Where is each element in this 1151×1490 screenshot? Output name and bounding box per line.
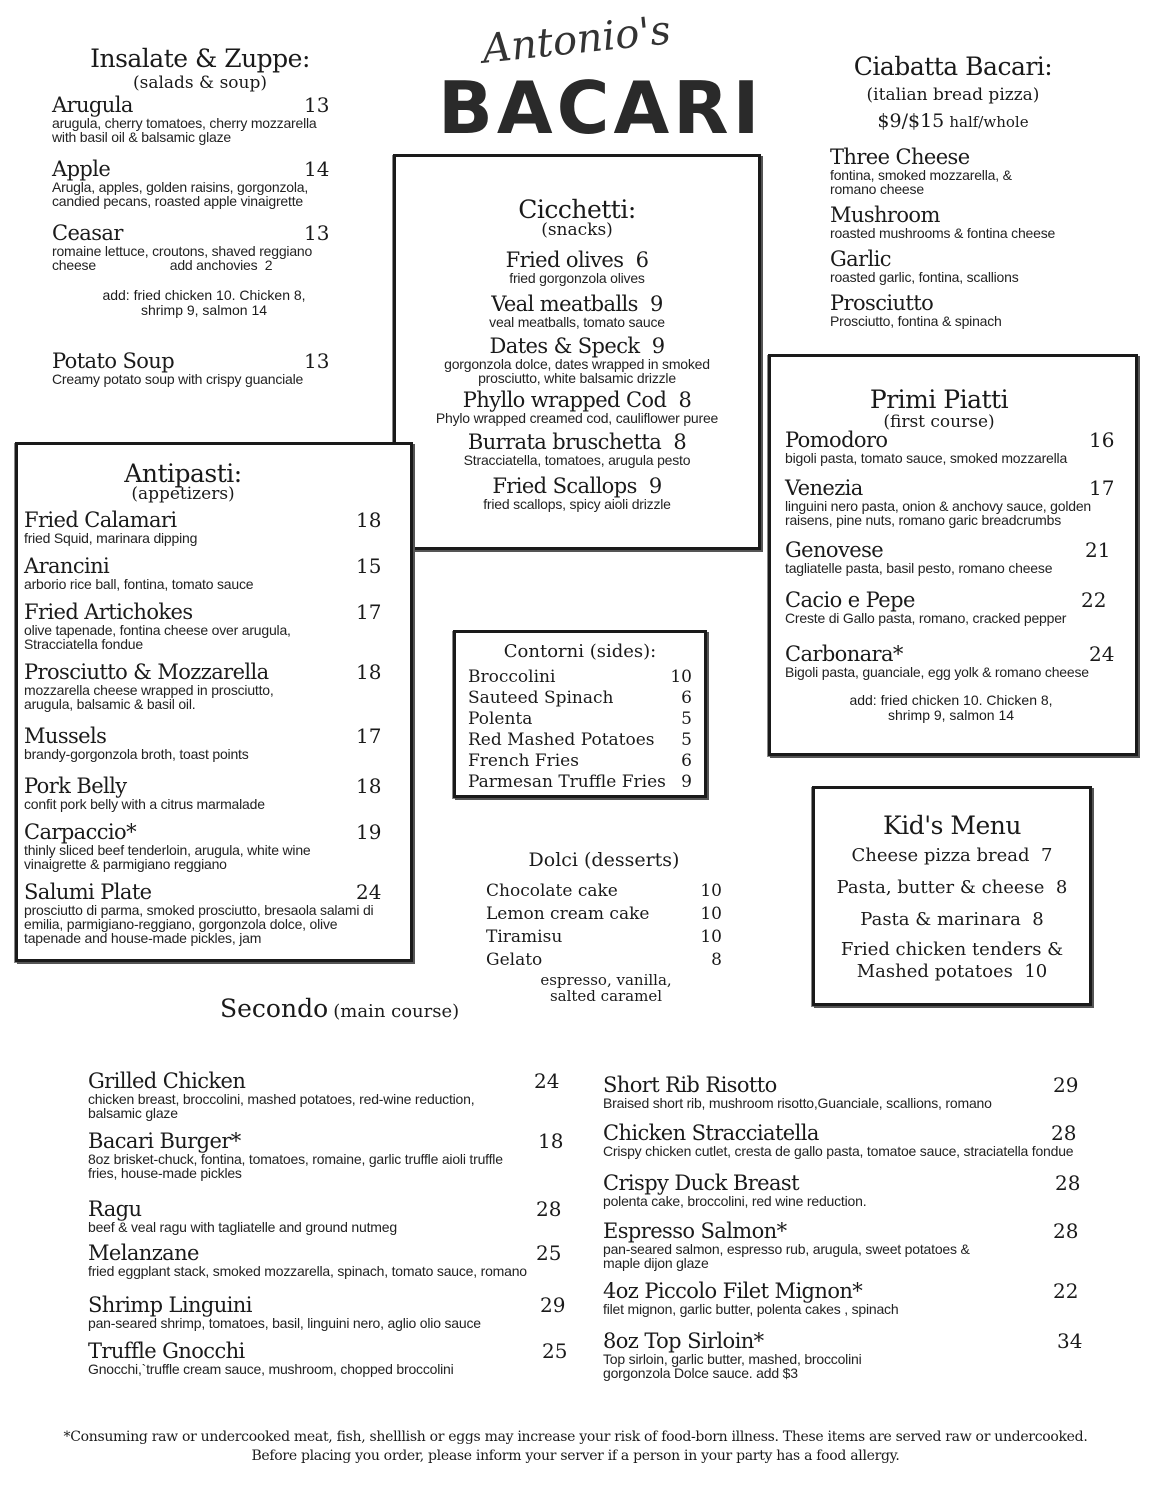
- soup-item: [52, 350, 342, 386]
- item-name: Prosciutto & Mozzarella: [24, 660, 269, 684]
- item-price: 25: [542, 1339, 568, 1363]
- item-name-text: Fried Scallops: [492, 474, 637, 498]
- item-name-text: Dates & Speck: [489, 334, 640, 358]
- item-name: Lemon cream cake: [486, 904, 650, 924]
- menu-item: [603, 1074, 1093, 1110]
- item-price: 28: [1055, 1171, 1081, 1195]
- item-price: 18: [356, 774, 382, 798]
- menu-item: [24, 775, 394, 811]
- menu-item: [24, 881, 394, 945]
- item-name: Fried Calamari: [24, 508, 177, 532]
- logo-script: Antonio's: [480, 7, 673, 73]
- item-name: Tiramisu: [486, 927, 563, 947]
- dolci-section: [484, 848, 724, 1008]
- insalate-add-on: add: fried chicken 10. Chicken 8, shrimp 9, salmon 14: [102, 287, 306, 318]
- menu-item: [24, 555, 394, 591]
- item-desc: fried gorgonzola olives: [509, 270, 645, 286]
- item-desc: filet mignon, garlic butter, polenta cakes , spinach: [603, 1301, 899, 1317]
- item-desc: roasted garlic, fontina, scallions: [830, 269, 1019, 285]
- insalate-subtitle: (salads & soup): [132, 73, 268, 93]
- item-name: Sauteed Spinach: [468, 688, 614, 708]
- item-price: 28: [536, 1197, 562, 1221]
- item-price: 24: [1089, 642, 1115, 666]
- item-price: 13: [304, 93, 330, 117]
- kids-item: [815, 909, 1089, 930]
- ciabatta-price: [828, 110, 1078, 132]
- kids-box: [812, 786, 1092, 1006]
- menu-item: [603, 1172, 1093, 1208]
- menu-item: [88, 1130, 568, 1180]
- item-price: 8: [1032, 909, 1044, 930]
- primi-title: Primi Piatti: [869, 385, 1009, 414]
- item-name: Broccolini: [468, 667, 556, 687]
- item-price: 6: [681, 688, 692, 708]
- item-desc: Gnocchi,`truffle cream sauce, mushroom, chopped broccolini: [88, 1361, 454, 1377]
- item-price: 13: [304, 221, 330, 245]
- item-name: Cheese pizza bread: [851, 845, 1030, 866]
- menu-item: [52, 158, 342, 208]
- item-price: 17: [356, 600, 382, 624]
- item-name: [416, 249, 738, 271]
- contorni-list: [468, 667, 692, 793]
- list-item: [486, 926, 722, 949]
- item-desc: tagliatelle pasta, basil pesto, romano cheese: [785, 560, 1053, 576]
- item-name: Bacari Burger*: [88, 1129, 241, 1153]
- item-name: Grilled Chicken: [88, 1069, 246, 1093]
- item-name: Fried Artichokes: [24, 600, 193, 624]
- item-price: 22: [1081, 588, 1107, 612]
- item-name: Fried chicken tenders & Mashed potatoes: [840, 939, 1064, 982]
- item-price: 10: [700, 927, 722, 947]
- item-price: 28: [1053, 1219, 1079, 1243]
- list-item: [486, 880, 722, 903]
- menu-item: [52, 222, 342, 272]
- item-name: French Fries: [468, 751, 579, 771]
- ciabatta-subtitle: (italian bread pizza): [866, 85, 1040, 105]
- menu-item: [785, 477, 1125, 527]
- item-name: Garlic: [830, 247, 891, 271]
- item-price: 6: [635, 248, 649, 272]
- logo: [436, 7, 764, 150]
- item-name: [416, 293, 738, 315]
- item-price: 14: [304, 157, 330, 181]
- item-desc: gorgonzola dolce, dates wrapped in smoked prosciutto, white balsamic drizzle: [444, 356, 710, 386]
- item-name: [416, 335, 738, 357]
- item-price: 29: [1053, 1073, 1079, 1097]
- item-desc: bigoli pasta, tomato sauce, smoked mozzarella: [785, 450, 1068, 466]
- item-price: 10: [1024, 961, 1048, 982]
- item-name: Truffle Gnocchi: [88, 1339, 245, 1363]
- list-item: [468, 730, 692, 751]
- menu-item: [416, 431, 738, 467]
- disclaimer-line-1: *Consuming raw or undercooked meat, fish, shelllish or eggs may increase your risk of food-born illness. These items are served raw or undercooked.: [63, 1429, 1088, 1445]
- item-price: 17: [1089, 476, 1115, 500]
- item-price: 9: [648, 474, 662, 498]
- menu-item: [416, 335, 738, 385]
- menu-item: [88, 1294, 568, 1330]
- item-desc: Bigoli pasta, guanciale, egg yolk & romano cheese: [785, 664, 1089, 680]
- list-item: [468, 688, 692, 709]
- item-desc: prosciutto di parma, smoked prosciutto, bresaola salami di emilia, parmigiano-reggiano, gorgonzola dolce, olive tapenade and house-made pickles, jam: [24, 902, 374, 946]
- item-name: 8oz Top Sirloin*: [603, 1329, 764, 1353]
- item-price: 19: [356, 820, 382, 844]
- item-desc: thinly sliced beef tenderloin, arugula, white wine vinaigrette & parmigiano reggiano: [24, 842, 311, 872]
- antipasti-box: [15, 442, 413, 962]
- primi-box: [768, 354, 1138, 756]
- ciabatta-section: [828, 52, 1088, 332]
- item-price: 24: [356, 880, 382, 904]
- item-price: 17: [356, 724, 382, 748]
- contorni-box: [453, 630, 707, 798]
- kids-item: [815, 877, 1089, 898]
- gelato-note: espresso, vanilla, salted caramel: [540, 971, 672, 1005]
- kids-item: [815, 845, 1089, 866]
- secondo-subtitle: (main course): [333, 1001, 460, 1022]
- item-price: 5: [681, 709, 692, 729]
- item-desc: Phylo wrapped creamed cod, cauliflower puree: [435, 410, 719, 426]
- item-desc: mozzarella cheese wrapped in prosciutto, arugula, balsamic & basil oil.: [24, 682, 274, 712]
- insalate-title: Insalate & Zuppe:: [90, 44, 310, 73]
- secondo-left: [88, 1070, 578, 1390]
- antipasti-title: Antipasti:: [124, 459, 242, 488]
- menu-item: [830, 248, 1080, 284]
- menu-item: [830, 292, 1080, 328]
- primi-subtitle: (first course): [883, 412, 995, 432]
- item-name: Carpaccio*: [24, 820, 136, 844]
- item-name: Arugula: [52, 93, 133, 117]
- item-desc: confit pork belly with a citrus marmalade: [24, 796, 265, 812]
- item-desc: pan-seared shrimp, tomatoes, basil, linguini nero, aglio olio sauce: [88, 1315, 481, 1331]
- item-price: 16: [1089, 428, 1115, 452]
- item-name: Shrimp Linguini: [88, 1293, 252, 1317]
- item-desc: Top sirloin, garlic butter, mashed, broccolini gorgonzola Dolce sauce. add $3: [603, 1351, 862, 1381]
- ciabatta-price-note: half/whole: [949, 113, 1029, 131]
- item-name: [416, 431, 738, 453]
- menu-item: [603, 1220, 1093, 1270]
- item-desc: veal meatballs, tomato sauce: [489, 314, 665, 330]
- item-desc: Arugla, apples, golden raisins, gorgonzola, candied pecans, roasted apple vinaigrette: [52, 179, 309, 209]
- item-desc: fried eggplant stack, smoked mozzarella, spinach, tomato sauce, romano: [88, 1263, 527, 1279]
- item-price: 5: [681, 730, 692, 750]
- item-name-text: Burrata bruschetta: [467, 430, 662, 454]
- item-name: Apple: [52, 157, 111, 181]
- item-name: Pomodoro: [785, 428, 888, 452]
- item-desc: Stracciatella, tomatoes, arugula pesto: [463, 452, 691, 468]
- item-name: Mushroom: [830, 203, 940, 227]
- dolci-list: [486, 880, 722, 972]
- list-item: [486, 949, 722, 972]
- item-name: Gelato: [486, 950, 543, 970]
- item-name: Pasta, butter & cheese: [836, 877, 1045, 898]
- menu-item: [603, 1122, 1103, 1158]
- secondo-right: [603, 1074, 1103, 1394]
- item-name: Prosciutto: [830, 291, 934, 315]
- item-price: 7: [1041, 845, 1053, 866]
- item-name: [416, 475, 738, 497]
- menu-item: [24, 821, 394, 871]
- menu-item: [785, 539, 1121, 575]
- item-name: Pasta & marinara: [860, 909, 1021, 930]
- item-desc: linguini nero pasta, onion & anchovy sauce, golden raisens, pine nuts, romano garic breadcrumbs: [785, 498, 1091, 528]
- item-name: Red Mashed Potatoes: [468, 730, 655, 750]
- antipasti-subtitle: (appetizers): [131, 484, 235, 504]
- item-price: 28: [1051, 1121, 1077, 1145]
- item-name: Carbonara*: [785, 642, 903, 666]
- item-desc: fried scallops, spicy aioli drizzle: [483, 496, 671, 512]
- kids-title: Kid's Menu: [883, 811, 1021, 840]
- menu-item: [830, 146, 1080, 196]
- insalate-section: [50, 44, 350, 404]
- item-desc: Braised short rib, mushroom risotto,Guanciale, scallions, romano: [603, 1095, 992, 1111]
- menu-item: [416, 475, 738, 511]
- menu-item: [785, 429, 1121, 465]
- ciabatta-price-main: $9/$15: [877, 110, 945, 132]
- menu-item: [785, 589, 1121, 625]
- item-desc: arugula, cherry tomatoes, cherry mozzarella with basil oil & balsamic glaze: [52, 115, 317, 145]
- item-price: 13: [304, 349, 330, 373]
- item-desc: 8oz brisket-chuck, fontina, tomatoes, romaine, garlic truffle aioli truffle fries, house-made pickles: [88, 1151, 503, 1181]
- item-name-text: Fried olives: [505, 248, 624, 272]
- item-price: 8: [1055, 877, 1068, 898]
- item-name: Arancini: [24, 554, 110, 578]
- item-name: Short Rib Risotto: [603, 1073, 777, 1097]
- primi-add-on: add: fried chicken 10. Chicken 8, shrimp 9, salmon 14: [849, 692, 1053, 723]
- item-desc: Creamy potato soup with crispy guanciale: [52, 371, 304, 387]
- item-price: 29: [540, 1293, 566, 1317]
- secondo-title-text: Secondo: [220, 994, 329, 1023]
- ciabatta-title: Ciabatta Bacari:: [853, 52, 1053, 81]
- cicchetti-subtitle: (snacks): [541, 220, 613, 240]
- item-price: 18: [356, 508, 382, 532]
- item-price: 8: [711, 950, 722, 970]
- item-name: Parmesan Truffle Fries: [468, 772, 666, 792]
- item-name: Ragu: [88, 1197, 142, 1221]
- item-price: 25: [536, 1241, 562, 1265]
- list-item: [486, 903, 722, 926]
- disclaimer-line-2: Before placing you order, please inform your server if a person in your party has a food allergy.: [251, 1448, 900, 1464]
- item-desc: fried Squid, marinara dipping: [24, 530, 198, 546]
- item-name: Potato Soup: [52, 349, 175, 373]
- menu-item: [88, 1070, 568, 1120]
- item-price: 9: [651, 334, 665, 358]
- item-name: Salumi Plate: [24, 880, 152, 904]
- item-desc: pan-seared salmon, espresso rub, arugula, sweet potatoes & maple dijon glaze: [603, 1241, 970, 1271]
- cicchetti-title: Cicchetti:: [518, 195, 636, 224]
- item-price: 10: [670, 667, 692, 687]
- contorni-title: Contorni (sides):: [503, 641, 657, 662]
- item-price: 8: [678, 388, 692, 412]
- item-price: 21: [1085, 538, 1111, 562]
- item-price: 18: [538, 1129, 564, 1153]
- menu-item: [603, 1330, 1093, 1380]
- item-price: 15: [356, 554, 382, 578]
- item-name: [416, 389, 738, 411]
- item-desc: brandy-gorgonzola broth, toast points: [24, 746, 249, 762]
- menu-item: [24, 601, 394, 651]
- item-name: Three Cheese: [830, 145, 970, 169]
- item-desc: Crispy chicken cutlet, cresta de gallo pasta, tomatoe sauce, straciatella fondue: [603, 1143, 1074, 1159]
- dolci-title: Dolci (desserts): [528, 849, 680, 871]
- item-price: 8: [673, 430, 687, 454]
- item-name: Pork Belly: [24, 774, 127, 798]
- item-name-text: Phyllo wrapped Cod: [462, 388, 667, 412]
- item-name: Cacio e Pepe: [785, 588, 915, 612]
- menu-item: [24, 661, 394, 711]
- list-item: [468, 751, 692, 772]
- item-desc: beef & veal ragu with tagliatelle and ground nutmeg: [88, 1219, 397, 1235]
- menu-item: [24, 725, 394, 761]
- item-desc: fontina, smoked mozzarella, & romano cheese: [830, 167, 1012, 197]
- item-price: 9: [650, 292, 663, 316]
- item-name: Polenta: [468, 709, 533, 729]
- item-desc: chicken breast, broccolini, mashed potatoes, red-wine reduction, balsamic glaze: [88, 1091, 475, 1121]
- cicchetti-box: [393, 154, 761, 550]
- secondo-title: [220, 994, 480, 1023]
- item-name: Chicken Stracciatella: [603, 1121, 819, 1145]
- item-name: Crispy Duck Breast: [603, 1171, 799, 1195]
- menu-item: [88, 1242, 568, 1278]
- item-desc: Prosciutto, fontina & spinach: [830, 313, 1002, 329]
- item-price: 10: [700, 904, 722, 924]
- menu-item: [52, 94, 342, 144]
- item-price: 6: [681, 751, 692, 771]
- item-price: 18: [356, 660, 382, 684]
- menu-item: [603, 1280, 1093, 1316]
- menu-item: [830, 204, 1080, 240]
- item-name: Chocolate cake: [486, 881, 618, 901]
- item-desc: olive tapenade, fontina cheese over arugula, Stracciatella fondue: [24, 622, 291, 652]
- logo-name: BACARI: [438, 66, 764, 150]
- menu-item: [24, 509, 394, 545]
- menu-item: [785, 643, 1121, 679]
- item-name-text: Veal meatballs: [491, 292, 638, 316]
- item-price: 10: [700, 881, 722, 901]
- menu-item: [88, 1198, 568, 1234]
- item-name: Melanzane: [88, 1241, 199, 1265]
- kids-item: [835, 939, 1069, 983]
- item-name: Venezia: [785, 476, 863, 500]
- item-name: Genovese: [785, 538, 884, 562]
- menu-item: [88, 1340, 568, 1376]
- list-item: [468, 709, 692, 730]
- item-price: 24: [534, 1069, 560, 1093]
- item-price: 22: [1053, 1279, 1079, 1303]
- item-price: 34: [1057, 1329, 1083, 1353]
- menu-item: [416, 293, 738, 329]
- item-name: 4oz Piccolo Filet Mignon*: [603, 1279, 863, 1303]
- item-price: 9: [681, 772, 692, 792]
- list-item: [468, 667, 692, 688]
- list-item: [468, 772, 692, 793]
- item-desc: polenta cake, broccolini, red wine reduction.: [603, 1193, 867, 1209]
- item-desc: arborio rice ball, fontina, tomato sauce: [24, 576, 254, 592]
- menu-item: [416, 249, 738, 285]
- item-name: Ceasar: [52, 221, 123, 245]
- menu-item: [416, 389, 738, 425]
- allergy-disclaimer: [60, 1428, 1091, 1466]
- item-name: Mussels: [24, 724, 107, 748]
- item-name: Espresso Salmon*: [603, 1219, 787, 1243]
- item-desc: Creste di Gallo pasta, romano, cracked pepper: [785, 610, 1067, 626]
- item-desc: roasted mushrooms & fontina cheese: [830, 225, 1056, 241]
- item-desc: romaine lettuce, croutons, shaved reggiano cheese add anchovies 2: [52, 243, 316, 273]
